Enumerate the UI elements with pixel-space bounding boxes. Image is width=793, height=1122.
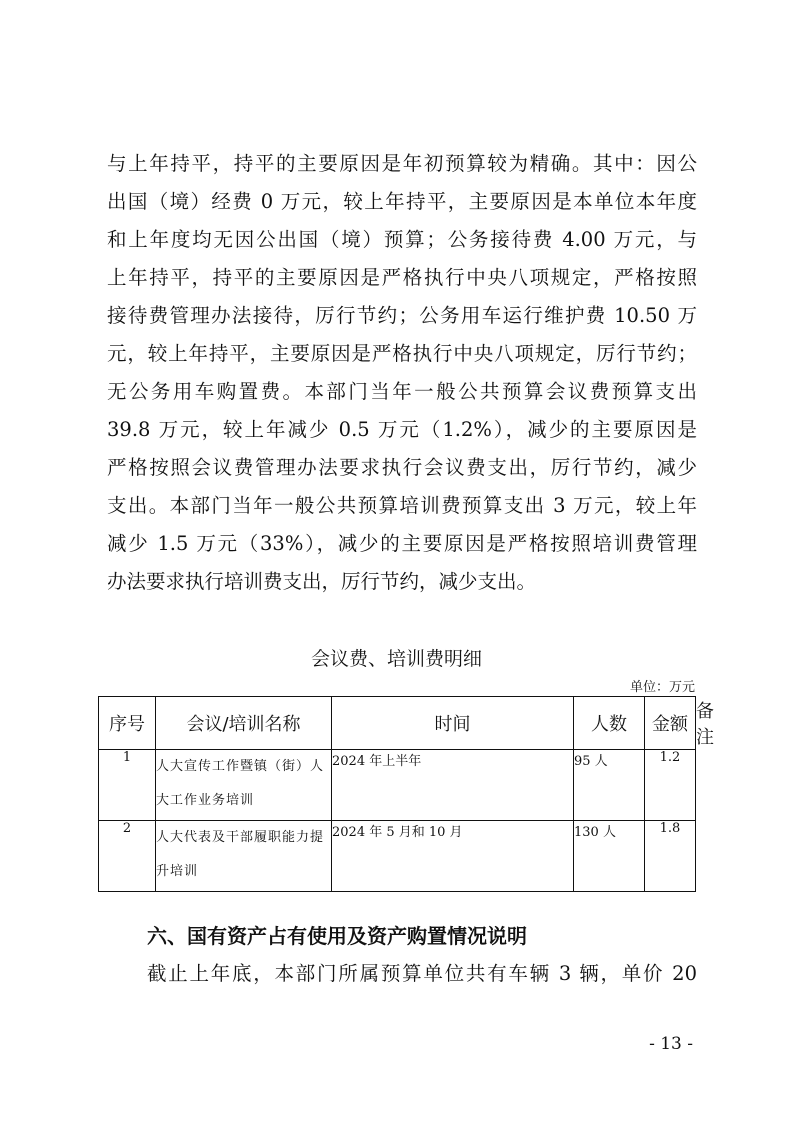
body-line: 减少 1.5 万元（33%），减少的主要原因是严格按照培训费管理 — [107, 532, 697, 555]
body-line: 和上年度均无因公出国（境）预算；公务接待费 4.00 万元，与 — [107, 228, 697, 251]
body-line: 上年持平，持平的主要原因是严格执行中央八项规定，严格按照 — [107, 266, 697, 289]
table-row — [99, 821, 696, 892]
section-heading: 六、国有资产占有使用及资产购置情况说明 — [147, 924, 527, 948]
cell-time: 2024 年上半年 — [332, 750, 574, 821]
cell-amount: 1.2 — [645, 750, 696, 821]
header-time: 时间 — [332, 697, 574, 750]
header-amount: 金额 — [645, 697, 696, 750]
body-line: 与上年持平，持平的主要原因是年初预算较为精确。其中：因公 — [107, 152, 697, 175]
body-line: 元，较上年持平，主要原因是严格执行中央八项规定，厉行节约； — [107, 342, 697, 365]
body-line: 支出。本部门当年一般公共预算培训费预算支出 3 万元，较上年 — [107, 494, 697, 517]
body-line: 无公务用车购置费。本部门当年一般公共预算会议费预算支出 — [107, 380, 697, 403]
cell-name: 人大宣传工作暨镇（街）人大工作业务培训 — [156, 750, 332, 821]
body-line: 出国（境）经费 0 万元，较上年持平，主要原因是本单位本年度 — [107, 190, 697, 213]
body-line: 截止上年底，本部门所属预算单位共有车辆 3 辆，单价 20 — [147, 962, 697, 985]
body-line: 严格按照会议费管理办法要求执行会议费支出，厉行节约，减少 — [107, 456, 697, 479]
body-line: 39.8 万元，较上年减少 0.5 万元（1.2%），减少的主要原因是 — [107, 418, 697, 441]
expense-table — [98, 696, 714, 892]
body-line: 接待费管理办法接待，厉行节约；公务用车运行维护费 10.50 万 — [107, 304, 697, 327]
cell-no: 1 — [99, 750, 156, 821]
header-no: 序号 — [99, 697, 156, 750]
cell-amount: 1.8 — [645, 821, 696, 892]
cell-people: 130 人 — [574, 821, 645, 892]
header-people: 人数 — [574, 697, 645, 750]
table-unit: 单位：万元 — [629, 680, 695, 695]
cell-no: 2 — [99, 821, 156, 892]
table-header-row: 序号 会议/培训名称 时间 人数 金额 备注 — [99, 697, 696, 750]
table-title: 会议费、培训费明细 — [310, 648, 482, 670]
body-paragraph — [107, 145, 697, 601]
section-paragraph — [147, 955, 697, 993]
body-line: 办法要求执行培训费支出，厉行节约，减少支出。 — [107, 570, 537, 593]
cell-name: 人大代表及干部履职能力提升培训 — [156, 821, 332, 892]
page-number: - 13 - — [649, 1034, 693, 1054]
cell-people: 95 人 — [574, 750, 645, 821]
header-name: 会议/培训名称 — [156, 697, 332, 750]
cell-time: 2024 年 5 月和 10 月 — [332, 821, 574, 892]
table-row — [99, 750, 696, 821]
